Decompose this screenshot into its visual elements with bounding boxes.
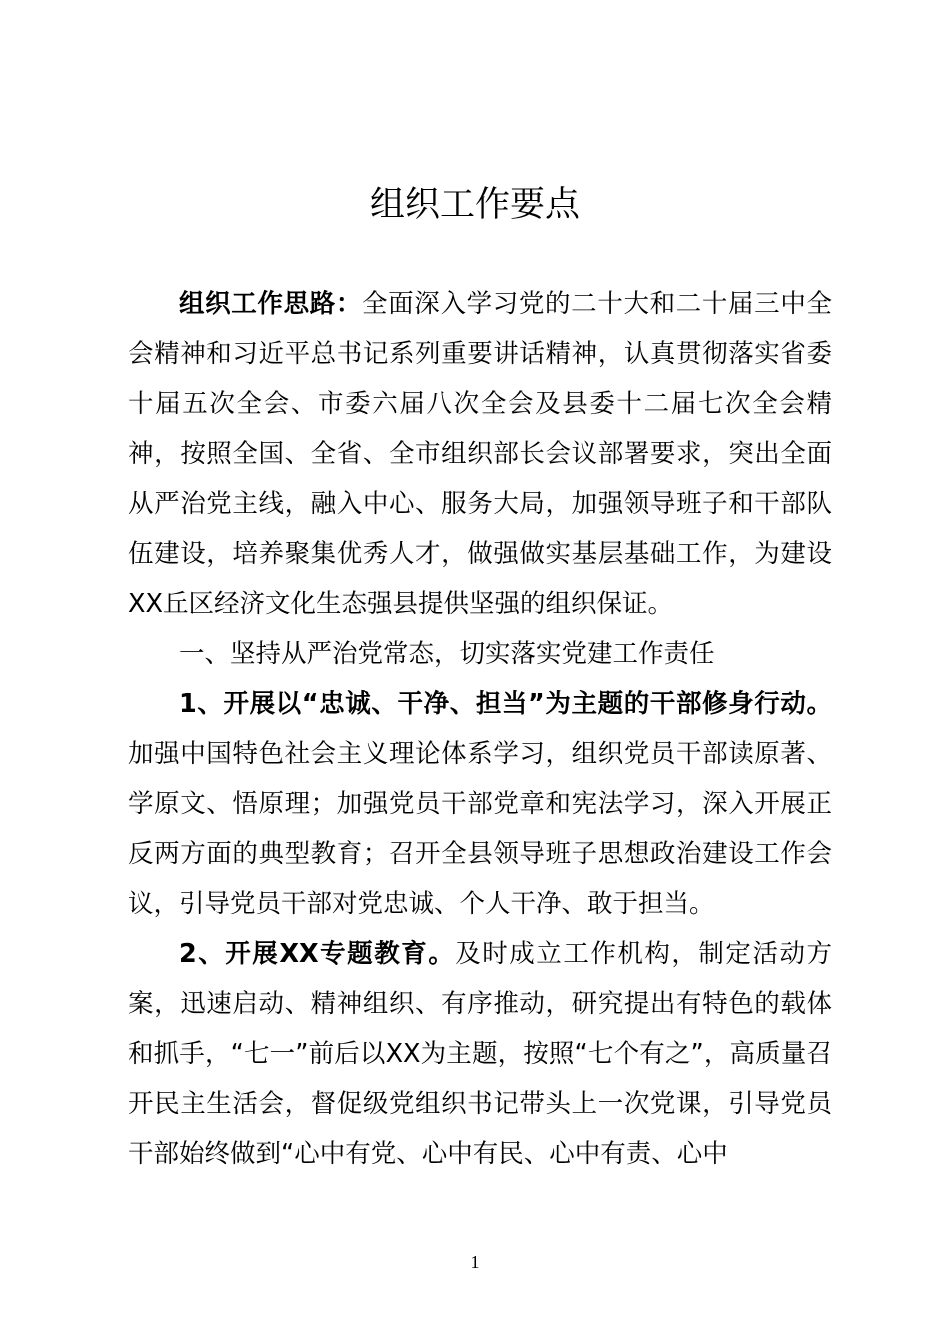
- paragraph-text: 全面深入学习党的二十大和二十届三中全会精神和习近平总书记系列重要讲话精神，认真贯彻落实省委十届五次全会、市委六届八次全会及县委十二届七次全会精神，按照全国、全省、全市组织部长会议部署要求，突出全面从严治党主线，融入中心、服务大局，加强领导班子和干部队伍建设，培养聚集优秀人才，做强做实基层基础工作，为建设XX丘区经济文化生态强县提供坚强的组织保证。: [128, 289, 832, 619]
- page-number: 1: [470, 1252, 480, 1272]
- page-title: 组织工作要点: [369, 185, 580, 225]
- section-heading-1: [128, 629, 832, 679]
- paragraph-text: 加强中国特色社会主义理论体系学习，组织党员干部读原著、学原文、悟原理；加强党员干部党章和宪法学习，深入开展正反两方面的典型教育；召开全县领导班子思想政治建设工作会议，引导党员干部对党忠诚、个人干净、敢于担当。: [128, 739, 832, 919]
- document-body: [128, 279, 832, 1179]
- paragraph-work-approach: [128, 279, 832, 629]
- paragraph-lead: 1、开展以“忠诚、干净、担当”为主题的干部修身行动。: [179, 689, 832, 719]
- paragraph-lead: 2、开展XX专题教育。: [179, 939, 456, 969]
- paragraph-item-2: [128, 929, 832, 1179]
- paragraph-text: 及时成立工作机构，制定活动方案，迅速启动、精神组织、有序推动，研究提出有特色的载体和抓手，“七一”前后以XX为主题，按照“七个有之”，高质量召开民主生活会，督促级党组织书记带头上一次党课，引导党员干部始终做到“心中有党、心中有民、心中有责、心中: [128, 939, 832, 1169]
- section-heading-text: 一、坚持从严治党常态，切实落实党建工作责任: [179, 639, 715, 669]
- paragraph-item-1: [128, 679, 832, 929]
- paragraph-lead: 组织工作思路：: [179, 289, 363, 319]
